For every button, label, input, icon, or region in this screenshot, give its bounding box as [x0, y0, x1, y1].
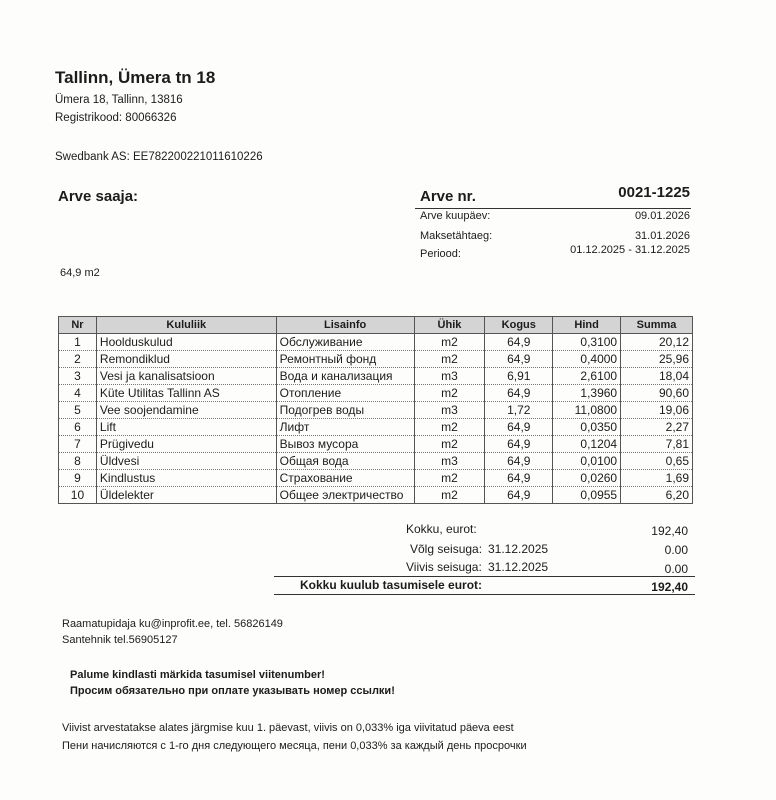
cell-nr: 1	[59, 334, 97, 351]
cell-unit: m2	[414, 385, 485, 402]
cell-cost-type: Üldelekter	[96, 487, 276, 504]
late-fee-label: Viivis seisuga:	[406, 560, 482, 574]
cell-unit: m2	[414, 351, 485, 368]
cell-cost-type: Remondiklud	[96, 351, 276, 368]
cell-price: 0,0350	[553, 419, 621, 436]
cell-nr: 2	[59, 351, 97, 368]
cell-nr: 8	[59, 453, 97, 470]
cell-unit: m2	[414, 334, 485, 351]
cell-info: Общее электричество	[276, 487, 414, 504]
apartment-area: 64,9 m2	[60, 267, 100, 279]
invoice-number-label: Arve nr.	[420, 188, 476, 205]
cell-sum: 1,69	[621, 470, 693, 487]
cell-quantity: 64,9	[485, 436, 553, 453]
cell-unit: m3	[414, 453, 485, 470]
invoice-date-label: Arve kuupäev:	[420, 210, 491, 222]
cell-price: 0,0100	[553, 453, 621, 470]
column-header: Lisainfo	[276, 317, 414, 334]
cell-sum: 0,65	[621, 453, 693, 470]
table-row	[59, 334, 693, 351]
cell-unit: m3	[414, 368, 485, 385]
cell-quantity: 64,9	[485, 419, 553, 436]
amount-due-value: 192,40	[651, 580, 688, 594]
amount-due-label: Kokku kuulub tasumisele eurot:	[300, 578, 483, 592]
cell-info: Ремонтный фонд	[276, 351, 414, 368]
cell-quantity: 64,9	[485, 351, 553, 368]
invoice-date: 09.01.2026	[634, 210, 690, 222]
table-row	[59, 351, 693, 368]
recipient-label: Arve saaja:	[58, 188, 139, 205]
due-date-label: Maksetähtaeg:	[420, 230, 493, 242]
divider	[274, 594, 695, 595]
column-header: Nr	[59, 317, 97, 334]
cell-cost-type: Prügivedu	[96, 436, 276, 453]
cell-cost-type: Vesi ja kanalisatsioon	[96, 368, 276, 385]
cell-sum: 6,20	[621, 487, 693, 504]
cell-quantity: 64,9	[485, 385, 553, 402]
cell-info: Обслуживание	[276, 334, 414, 351]
column-header: Kogus	[485, 317, 553, 334]
cell-info: Вывоз мусора	[276, 436, 414, 453]
column-header: Hind	[553, 317, 621, 334]
cell-quantity: 64,9	[485, 470, 553, 487]
due-date-row	[420, 230, 690, 242]
cell-quantity: 64,9	[485, 453, 553, 470]
company-bank-account: Swedbank AS: EE782200221011610226	[55, 151, 263, 163]
column-header: Kululiik	[96, 317, 276, 334]
cell-sum: 90,60	[621, 385, 693, 402]
debt-date: 31.12.2025	[488, 542, 549, 556]
penalty-note-et: Viivist arvestatakse alates järgmise kuu 1. päevast, viivis on 0,033% iga viivitatud päeva eest	[62, 722, 514, 734]
cell-cost-type: Küte Utilitas Tallinn AS	[96, 385, 276, 402]
cell-price: 0,4000	[553, 351, 621, 368]
table-row	[59, 453, 693, 470]
reference-notice-et: Palume kindlasti märkida tasumisel viitenumber!	[70, 669, 325, 681]
cell-info: Лифт	[276, 419, 414, 436]
total-label: Kokku, eurot:	[406, 522, 477, 536]
company-title: Tallinn, Ümera tn 18	[55, 68, 216, 87]
cell-sum: 18,04	[621, 368, 693, 385]
invoice-items-table	[58, 316, 693, 504]
cell-nr: 5	[59, 402, 97, 419]
cell-price: 0,3100	[553, 334, 621, 351]
cell-sum: 7,81	[621, 436, 693, 453]
debt-value: 0.00	[664, 543, 688, 557]
table-row	[59, 385, 693, 402]
cell-price: 0,0955	[553, 487, 621, 504]
cell-price: 1,3960	[553, 385, 621, 402]
cell-quantity: 6,91	[485, 368, 553, 385]
cell-info: Подогрев воды	[276, 402, 414, 419]
cell-unit: m2	[414, 470, 485, 487]
accountant-contact: Raamatupidaja ku@inprofit.ee, tel. 56826149	[62, 618, 283, 630]
cell-info: Отопление	[276, 385, 414, 402]
cell-sum: 19,06	[621, 402, 693, 419]
cell-unit: m3	[414, 402, 485, 419]
table-row	[59, 487, 693, 504]
invoice-date-row	[420, 210, 690, 222]
cell-price: 0,0260	[553, 470, 621, 487]
cell-nr: 9	[59, 470, 97, 487]
table-row	[59, 368, 693, 385]
divider	[415, 208, 691, 209]
invoice-number: 0021-1225	[618, 184, 690, 201]
period-label: Periood:	[420, 248, 461, 260]
cell-nr: 10	[59, 487, 97, 504]
cell-nr: 3	[59, 368, 97, 385]
cell-unit: m2	[414, 419, 485, 436]
plumber-contact: Santehnik tel.56905127	[62, 634, 178, 646]
cell-info: Вода и канализация	[276, 368, 414, 385]
debt-label: Võlg seisuga:	[410, 542, 483, 556]
cell-quantity: 64,9	[485, 334, 553, 351]
cell-sum: 25,96	[621, 351, 693, 368]
cell-sum: 20,12	[621, 334, 693, 351]
cell-cost-type: Üldvesi	[96, 453, 276, 470]
cell-price: 0,1204	[553, 436, 621, 453]
period: 01.12.2025 - 31.12.2025	[570, 244, 690, 256]
divider	[274, 576, 695, 577]
reference-notice-ru: Просим обязательно при оплате указывать номер ссылки!	[70, 685, 395, 697]
cell-cost-type: Kindlustus	[96, 470, 276, 487]
cell-quantity: 64,9	[485, 487, 553, 504]
cell-cost-type: Vee soojendamine	[96, 402, 276, 419]
table-row	[59, 436, 693, 453]
column-header: Ühik	[414, 317, 485, 334]
cell-quantity: 1,72	[485, 402, 553, 419]
table-header-row	[59, 317, 693, 334]
due-date: 31.01.2026	[634, 230, 690, 242]
table-row	[59, 419, 693, 436]
period-row	[420, 244, 690, 260]
table-row	[59, 470, 693, 487]
column-header: Summa	[621, 317, 693, 334]
cell-nr: 7	[59, 436, 97, 453]
cell-cost-type: Hoolduskulud	[96, 334, 276, 351]
cell-price: 11,0800	[553, 402, 621, 419]
cell-unit: m2	[414, 436, 485, 453]
cell-nr: 4	[59, 385, 97, 402]
penalty-note-ru: Пени начисляются с 1-го дня следующего месяца, пени 0,033% за каждый день просрочки	[62, 740, 527, 752]
late-fee-date: 31.12.2025	[488, 560, 549, 574]
cell-nr: 6	[59, 419, 97, 436]
company-address: Ümera 18, Tallinn, 13816	[55, 94, 183, 106]
cell-cost-type: Lift	[96, 419, 276, 436]
total-value: 192,40	[651, 524, 688, 538]
late-fee-value: 0.00	[664, 562, 688, 576]
company-reg-code: Registrikood: 80066326	[55, 112, 177, 124]
cell-unit: m2	[414, 487, 485, 504]
cell-sum: 2,27	[621, 419, 693, 436]
cell-info: Страхование	[276, 470, 414, 487]
cell-price: 2,6100	[553, 368, 621, 385]
cell-info: Общая вода	[276, 453, 414, 470]
table-row	[59, 402, 693, 419]
